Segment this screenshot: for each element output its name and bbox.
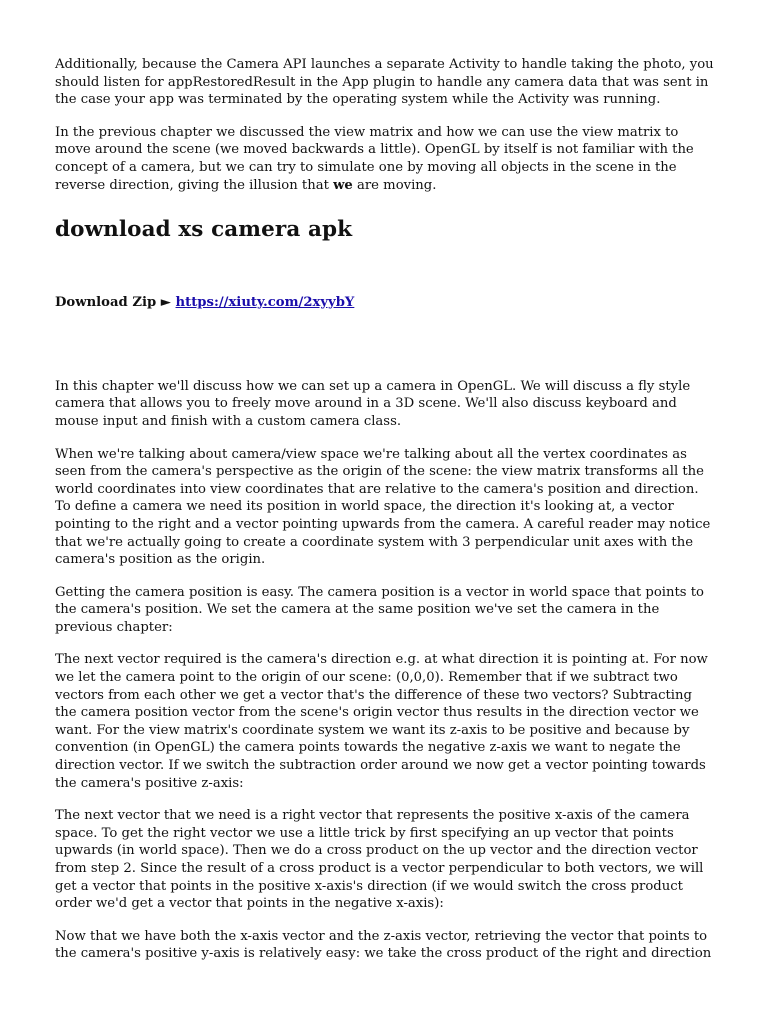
paragraph-camera-position: Getting the camera position is easy. The camera position is a vector in world space that points to the camera's position. We set the camera at the same position we've set the camera in the previous chapter: bbox=[55, 584, 704, 635]
download-label: Download Zip ► bbox=[55, 295, 171, 311]
paragraph-right-axis: The next vector that we need is a right vector that represents the positive x-axis of the camera space. To get the right vector we use a little trick by first specifying an up vector that points upwards (in world space). Then we do a cross product on the up vector and the direction vector from step 2. Since the result of a cross product is a vector perpendicular to both vectors, we will get a vector that points in the positive x-axis's direction (if we would switch the cross product order we'd get a vector that points in the negative x-axis): bbox=[55, 808, 704, 912]
emphasis-we: we bbox=[333, 177, 353, 193]
paragraph-camera-api: Additionally, because the Camera API launches a separate Activity to handle taking the photo, you should listen for appRestoredResult in the App plugin to handle any camera data that was sent in the case your app was terminated by the operating system while the Activity was running. bbox=[55, 57, 714, 108]
download-line bbox=[55, 294, 715, 312]
paragraph-view-matrix bbox=[55, 124, 715, 194]
document-page bbox=[55, 56, 715, 963]
paragraph-camera-view-space: When we're talking about camera/view space we're talking about all the vertex coordinates as seen from the camera's perspective as the origin of the scene: the view matrix transforms all the world coordinates into view coordinates that are relative to the camera's position and direction. To define a camera we need its position in world space, the direction it's looking at, a vector pointing to the right and a vector pointing upwards from the camera. A careful reader may notice that we're actually going to create a coordinate system with 3 perpendicular unit axes with the camera's position as the origin. bbox=[55, 446, 711, 568]
paragraph-view-matrix-tail: are moving. bbox=[352, 177, 437, 193]
paragraph-camera-direction: The next vector required is the camera's direction e.g. at what direction it is pointing at. For now we let the camera point to the origin of our scene: (0,0,0). Remember that if we subtract two vectors from each other we get a vector that's the difference of these two vectors? Subtracting the camera position vector from the scene's origin vector thus results in the direction vector we want. For the view matrix's coordinate system we want its z-axis to be positive and because by convention (in OpenGL) the camera points towards the negative z-axis we want to negate the direction vector. If we switch the subtraction order around we now get a vector pointing towards the camera's positive z-axis: bbox=[55, 652, 708, 791]
page-heading: download xs camera apk bbox=[55, 217, 353, 243]
paragraph-view-matrix-text: In the previous chapter we discussed the view matrix and how we can use the view matrix to move around the scene (we moved backwards a little). OpenGL by itself is not familiar with the concept of a camera, but we can try to simulate one by moving all objects in the scene in the reverse direction, giving the illusion that bbox=[55, 124, 694, 193]
paragraph-chapter-intro: In this chapter we'll discuss how we can set up a camera in OpenGL. We will discuss a fly style camera that allows you to freely move around in a 3D scene. We'll also discuss keyboard and mouse input and finish with a custom camera class. bbox=[55, 378, 691, 429]
download-link[interactable]: https://xiuty.com/2xyybY bbox=[175, 295, 355, 311]
paragraph-up-axis: Now that we have both the x-axis vector and the z-axis vector, retrieving the vector that points to the camera's positive y-axis is relatively easy: we take the cross product of the right and direction bbox=[55, 928, 712, 962]
